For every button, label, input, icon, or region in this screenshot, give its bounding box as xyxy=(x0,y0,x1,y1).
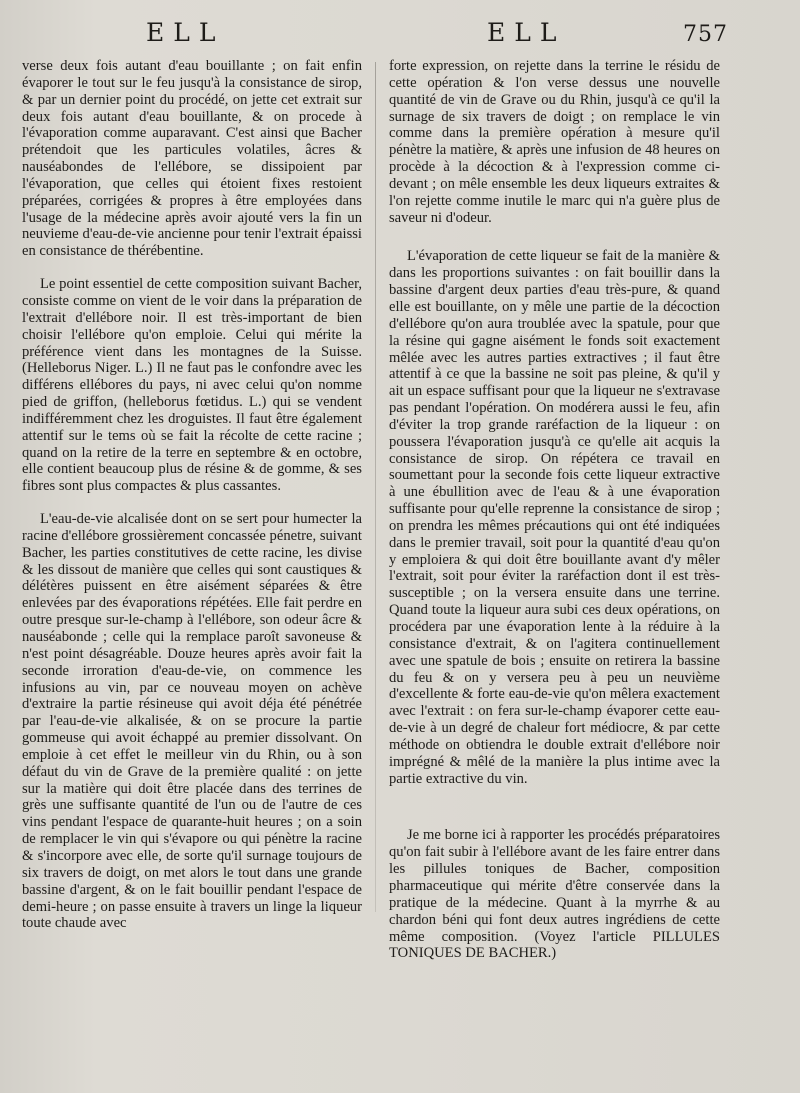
running-header xyxy=(0,18,800,52)
header-left-title: ELL xyxy=(146,18,225,47)
right-column xyxy=(389,58,720,962)
left-paragraph-2: Le point essentiel de cette composition suivant Bacher, consiste comme on vient de le voir dans la préparation de l'extrait d'ellébore noir. Il est très-important de bien choisir l'ellébore qu'on emploie. Celui qui mérite la préférence vient dans les montagnes de la Suisse. (Helleborus Niger. L.) Il ne faut pas le confondre avec les différens ellébores du pays, ni avec celui qu'on nomme pied de griffon, (helleborus fœtidus. L.) qui se vendent indifféremment chez les droguistes. Il faut être également attentif sur le tems où se fait la récolte de cette racine ; quand on la retire de la terre en septembre & en octobre, elle contient beaucoup plus de résine & de gomme, & ses fibres sont plus compactes & plus cassantes. xyxy=(22,276,362,495)
left-paragraph-1: verse deux fois autant d'eau bouillante ; on fait enfin évaporer le tout sur le feu jusqu'à la consistance de sirop, & par un dernier point du procédé, on jette cet extrait sur deux fois autant d'eau bouillante, & on procede à l'évaporation comme auparavant. C'est ainsi que Bacher prétendoit que les particules volatiles, âcres & nauséabondes de l'ellébore, se dissipoient par l'évaporation, que celles qui étoient fixes restoient préparées, corrigées & propres à être employées dans l'usage de la médecine après avoir ajouté vers la fin un neuvieme d'eau-de-vie ancienne pour tenir l'extrait épaissi en consistance de thérébentine. xyxy=(22,58,362,260)
right-paragraph-2: L'évaporation de cette liqueur se fait de la manière & dans les proportions suivantes : on fait bouillir dans la bassine d'argent deux parties d'eau très-pure, & quand elle est bouillante, on y mêle une partie de la décoction d'ellébore qu'on aura troublée avec la spatule, pour que la résine qui gagne aisément le fonds soit exactement mêlée avec les autres parties extractives ; il faut être attentif à ce que la bassine ne soit pas pleine, & qu'il y ait un espace suffisant pour que la liqueur ne s'extravase pas pendant l'opération. On modérera aussi le feu, afin d'éviter la trop grande raréfaction de la liqueur : on poussera l'évaporation jusqu'à ce qu'elle ait acquis la consistance de sirop. On répétera ce travail en soumettant pour la seconde fois cette liqueur extractive à une ébullition avec de l'eau & à une évaporation suffisante pour qu'elle reprenne la consistance de sirop ; on prendra les mêmes précautions qui ont été indiquées dans le premier travail, soit pour la quantité d'eau qu'on y emploiera & qui doit être bouillante avant d'y mêler l'extrait, soit pour éviter la raréfaction dont il est très-susceptible ; on la versera ensuite dans une terrine. Quand toute la liqueur aura subi ces deux opérations, on procédera par une évaporation lente à la réduire à la consistance d'extrait, & on l'agitera continuellement avec une spatule de bois ; ensuite on retirera la bassine du feu & on y versera peu à peu un neuvième d'excellente & forte eau-de-vie qu'on mêlera exactement avec l'extrait : on fera sur-le-champ évaporer cette eau-de-vie à un degré de chaleur fort médiocre, & par cette méthode on obtiendra le double extrait d'ellébore noir imprégné & mêlé de la manière la plus intime avec la partie extractive du vin. xyxy=(389,248,720,787)
left-paragraph-3: L'eau-de-vie alcalisée dont on se sert pour humecter la racine d'ellébore grossièrement concassée pénetre, suivant Bacher, les parties constitutives de cette racine, les divise & les dissout de manière que celles qui sont caustiques & délétères puissent en être aisément séparées & être enlevées par des évaporations répétées. Elle fait perdre en outre presque sur-le-champ à l'ellébore, son odeur âcre & nauséabonde ; celle qui la remplace paroît savoneuse & n'est point désagréable. Douze heures après avoir fait la seconde irroration d'eau-de-vie, on commence les infusions au vin, par ce nouveau moyen on achève d'extraire la partie résineuse qui avoit déja été pénétrée par l'eau-de-vie alkalisée, & on se procure la partie gommeuse qui avoit échappé au premier dissolvant. On emploie à cet effet le meilleur vin du Rhin, ou à son défaut du vin de Grave de la première qualité : on jette sur la matière qui doit être placée dans des terrines de grès une suffisante quantité de l'un ou de l'autre de ces vins pendant l'espace de quarante-huit heures ; on a soin de remplacer le vin qui s'évapore ou qui pénètre la racine & s'incorpore avec elle, de sorte qu'il surnage toujours de six travers de doigt, on met alors le tout dans une grande bassine d'argent, & on le fait bouillir pendant l'espace de demi-heure ; on passe ensuite à travers un linge la liqueur toute chaude avec xyxy=(22,511,362,932)
right-paragraph-3: Je me borne ici à rapporter les procédés préparatoires qu'on fait subir à l'ellébore avant de les faire entrer dans les pillules toniques de Bacher, composition pharmaceutique qui mérite d'être conservée dans la pratique de la médecine. Quant à la myrrhe & au chardon béni qui font deux autres ingrédiens de cette même composition. (Voyez l'article PILLULES TONIQUES DE BACHER.) xyxy=(389,827,720,962)
right-paragraph-1: forte expression, on rejette dans la terrine le résidu de cette opération & l'on verse dessus une nouvelle quantité de vin de Grave ou du Rhin, jusqu'à ce qu'il la surnage de six travers de doigt ; on remplace le vin comme dans la première opération à mesure qu'il pénètre la matière, & après une infusion de 48 heures on procède à la décoction & à l'expression comme ci-devant ; on mêle ensemble les deux liqueurs extraites & l'on rejette comme inutile le marc qui n'a guère plus de saveur ni d'odeur. xyxy=(389,58,720,226)
page-number: 757 xyxy=(683,22,728,47)
column-divider xyxy=(375,62,376,912)
left-column xyxy=(22,58,362,932)
header-right-title: ELL xyxy=(487,18,566,47)
